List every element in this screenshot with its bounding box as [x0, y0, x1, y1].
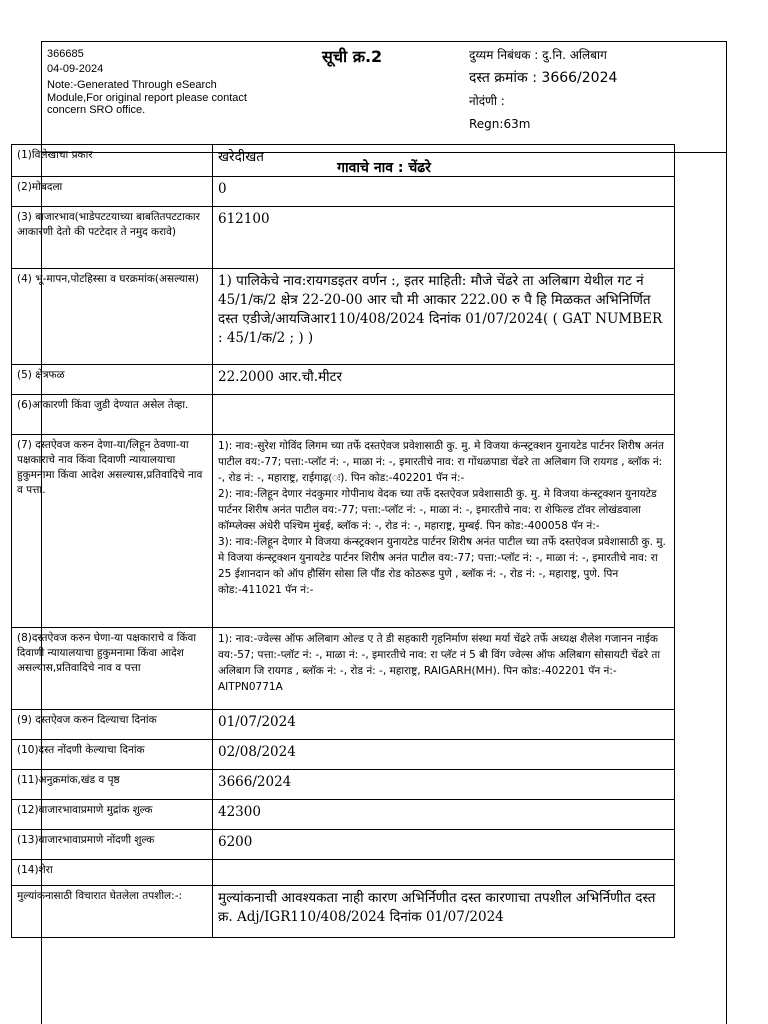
row-value — [213, 145, 675, 177]
row-value — [213, 800, 675, 830]
table-row — [12, 860, 675, 886]
row-value — [213, 860, 675, 886]
row-value-line: 1) पालिकेचे नाव:रायगडइतर वर्णन :, इतर माहिती: मौजे चेंढरे ता अलिबाग येथील गट नं 45/1/क/2 क्षेत्र 22-20-00 आर चौ मी आकार 222.00 रु पै हि मिळकत अभिनिर्णित दस्त एडीजे/आयजिआर110/408/2024 दिनांक 01/07/2024( ( GAT NUMBER : 45/1/क/2 ; ) ) — [218, 273, 663, 346]
table-row — [12, 800, 675, 830]
row-label: (3) बाजारभाव(भाडेपटटयाच्या बाबतितपटटाकार आकारणी देतो की पटटेदार ते नमुद करावे) — [12, 207, 213, 269]
table-row — [12, 710, 675, 740]
row-value-line: खरेदीखत — [218, 149, 264, 165]
header-left-block — [47, 47, 247, 117]
row-label: (9) दस्तऐवज करुन दिल्याचा दिनांक — [12, 710, 213, 740]
row-value — [213, 365, 675, 395]
row-value — [213, 628, 675, 710]
row-value — [213, 435, 675, 628]
row-label: (1)विलेखाचा प्रकार — [12, 145, 213, 177]
row-value — [213, 177, 675, 207]
row-label: (4) भू-मापन,पोटहिस्सा व घरक्रमांक(असल्यास) — [12, 269, 213, 365]
row-label: मुल्यांकनासाठी विचारात घेतलेला तपशील:-: — [12, 886, 213, 938]
row-label: (8)दस्तऐवज करुन घेणा-या पक्षकाराचे व किंवा दिवाणी न्यायालयाचा हुकुमनामा किंवा आदेश असल्यास,प्रतिवादिचे नाव व पत्ता — [12, 628, 213, 710]
row-value-line: 1): नाव:-ज्वेल्स ऑफ अलिबाग ओल्ड ए ते डी सहकारी गृहनिर्माण संस्था मर्या चेंढरे तर्फे अध्यक्ष शैलेश गजानन नाईक वय:-57; पत्ता:-प्लॉट नं: -, माळा नं: -, इमारतीचे नाव: रा प्लॅट नं 5 बी विंग ज्वेल्स ऑफ अलिबाग सोसायटी चेंढरे ता अलिबाग जि रायगड , ब्लॉक नं: -, रोड नं: -, महाराष्ट्र, RAIGARH(MH). पिन कोड:-402201 पॅन नं:-AITPN0771A — [218, 633, 661, 693]
table-row — [12, 269, 675, 365]
generation-note: Note:-Generated Through eSearch Module,For original report please contact concern SRO office. — [47, 79, 247, 116]
table-row — [12, 395, 675, 435]
row-label: (6)आकारणी किंवा जुडी देण्यात असेल तेव्हा. — [12, 395, 213, 435]
row-label: (13)बाजारभावाप्रमाणे नोंदणी शुल्क — [12, 830, 213, 860]
dast-kramank: दस्त क्रमांक : 3666/2024 — [469, 70, 618, 86]
row-value-line: 3666/2024 — [218, 774, 292, 790]
row-value-line: 22.2000 आर.चौ.मीटर — [218, 369, 342, 385]
row-value-line: 42300 — [218, 804, 261, 820]
row-value — [213, 710, 675, 740]
row-value — [213, 395, 675, 435]
row-value-line: 01/07/2024 — [218, 714, 296, 730]
table-row — [12, 435, 675, 628]
row-value-line: मुल्यांकनाची आवश्यकता नाही कारण अभिर्निणीत दस्त कारणाचा तपशील अभिर्निणीत दस्त क्र. Adj/IGR110/408/2024 दिनांक 01/07/2024 — [218, 890, 656, 925]
row-value-line: 0 — [218, 181, 227, 197]
row-value — [213, 269, 675, 365]
registrar: दुय्यम निबंधक : दु.नि. अलिबाग — [469, 48, 607, 62]
table-row — [12, 628, 675, 710]
row-value-line: 1): नाव:-सुरेश गोविंद लिगम च्या तर्फे दस्तऐवज प्रवेशासाठी कु. मु. मे विजया कंन्स्ट्रक्शन युनायटेड पार्टनर शिरीष अनंत पाटील वय:-77; पत्ता:-प्लॉट नं: -, माळा नं: -, इमारतीचे नाव: रा गोंधळपाडा चेंढरे ता अलिबाग जि रायगड , ब्लॉक नं: -, रोड नं: -, महाराष्ट्र, राईगाढ़(ः). पिन कोड:-402201 पॅन नं:- — [218, 440, 664, 484]
document-header — [42, 42, 726, 153]
regn: Regn:63m — [469, 117, 531, 131]
table-row — [12, 145, 675, 177]
village-name: गावाचे नाव : चेंढरे — [337, 160, 431, 176]
table-row — [12, 830, 675, 860]
row-value-line: 612100 — [218, 211, 270, 227]
row-value — [213, 740, 675, 770]
row-value — [213, 830, 675, 860]
header-right-block — [469, 48, 617, 140]
table-row — [12, 886, 675, 938]
table-row — [12, 740, 675, 770]
row-value-line: 6200 — [218, 834, 253, 850]
table-row — [12, 365, 675, 395]
nondani: नोदंणी : — [469, 94, 505, 108]
row-label: (14)शेरा — [12, 860, 213, 886]
row-value-line: 3): नाव:-लिहून देणार मे विजया कंन्स्ट्रक्शन युनायटेड पार्टनर शिरीष अनंत पाटील च्या तर्फे दस्तऐवज प्रवेशासाठी कु. मु. मे विजया कंन्स्ट्रक्शन युनायटेड पार्टनर शिरीष अनंत पाटील वय:-77; पत्ता:-प्लॉट नं: -, माळा नं: -, इमारतीचे नाव: रा 25 ईशानदान को ऑप हौसिंग सोसा लि पौंड रोड कोठरूड पुणे , ब्लॉक नं: -, रोड नं: -, महाराष्ट्र, पुणे. पिन कोड:-411021 पॅन नं:- — [218, 536, 666, 596]
table-row — [12, 770, 675, 800]
row-value — [213, 886, 675, 938]
doc-id: 366685 — [47, 48, 84, 60]
row-label: (2)मोबदला — [12, 177, 213, 207]
row-label: (12)बाजारभावाप्रमाणे मुद्रांक शुल्क — [12, 800, 213, 830]
table-row — [12, 207, 675, 269]
row-value-line: 2): नाव:-लिहून देणार नंदकुमार गोपीनाथ वेदक च्या तर्फे दस्तऐवज प्रवेशासाठी कु. मु. मे विजया कंन्स्ट्रक्शन युनायटेड पार्टनर शिरीष अनंत पाटील वय:-77; पत्ता:-प्लॉट नं: -, माळा नं: -, इमारतीचे नाव: रा शेफिल्ड टॉवर लोखंडवाला कॉम्प्लेक्स अंधेरी पश्चिम मुंबई, ब्लॉक नं: -, रोड नं: -, महाराष्ट्र, मुम्बई. पिन कोड:-400058 पॅन नं:- — [218, 488, 657, 532]
table-row — [12, 177, 675, 207]
row-label: (7) दस्तऐवज करुन देणा-या/लिहून ठेवणा-या पक्षकाराचे नाव किंवा दिवाणी न्यायालयाचा हुकुमनामा किंवा आदेश असल्यास,प्रतिवादिचे नाव व पत्ता. — [12, 435, 213, 628]
document-title: सूची क्र.2 — [322, 47, 383, 66]
index-table — [11, 144, 675, 938]
row-value-line: 02/08/2024 — [218, 744, 296, 760]
row-value — [213, 207, 675, 269]
row-label: (11)अनुक्रमांक,खंड व पृष्ठ — [12, 770, 213, 800]
row-label: (10)दस्त नोंदणी केल्याचा दिनांक — [12, 740, 213, 770]
doc-date: 04-09-2024 — [47, 63, 104, 75]
row-value — [213, 770, 675, 800]
row-label: (5) क्षेत्रफळ — [12, 365, 213, 395]
